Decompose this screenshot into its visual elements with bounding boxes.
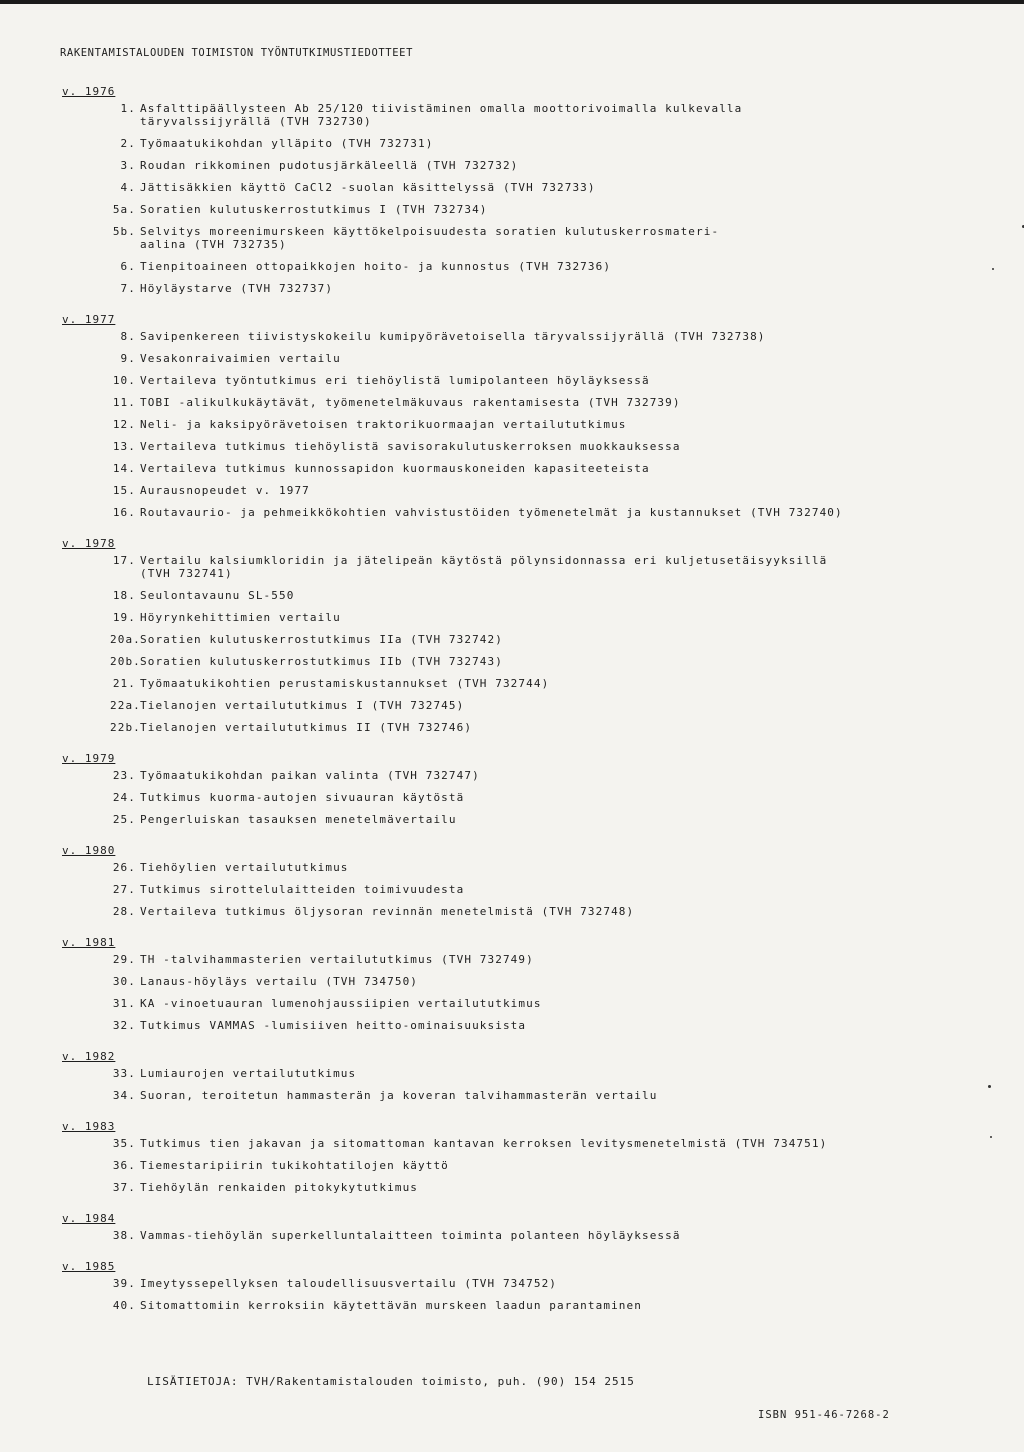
list-item (62, 159, 992, 172)
page-header: RAKENTAMISTALOUDEN TOIMISTON TYÖNTUTKIMUSTIEDOTTEET (60, 47, 413, 59)
item-title: Sitomattomiin kerroksiin käytettävän murskeen laadun parantaminen (140, 1299, 642, 1312)
item-number: 4. (120, 181, 136, 194)
item-number: 15. (112, 484, 136, 497)
year-heading: v. 1984 (62, 1212, 116, 1225)
year-heading: v. 1978 (62, 537, 116, 550)
list-item (62, 102, 992, 128)
list-item (62, 260, 992, 273)
item-number: 20a. (110, 633, 141, 646)
list-item (62, 1299, 992, 1312)
year-group (62, 1255, 992, 1312)
item-title: Tutkimus sirottelulaitteiden toimivuudesta (140, 883, 465, 896)
item-title: Pengerluiskan tasauksen menetelmävertailu (140, 813, 457, 826)
item-number: 5b. (112, 225, 136, 238)
list-item (62, 975, 992, 988)
list-item (62, 655, 992, 668)
item-title: Työmaatukikohdan ylläpito (TVH 732731) (140, 137, 434, 150)
item-number: 12. (112, 418, 136, 431)
item-title: Vesakonraivaimien vertailu (140, 352, 341, 365)
item-title: Tutkimus VAMMAS -lumisiiven heitto-ominaisuuksista (140, 1019, 527, 1032)
list-item (62, 1159, 992, 1172)
year-group (62, 1045, 992, 1102)
item-number: 33. (112, 1067, 136, 1080)
item-number: 40. (112, 1299, 136, 1312)
item-number: 22a. (110, 699, 141, 712)
item-title: Tiemestaripiirin tukikohtatilojen käyttö (140, 1159, 449, 1172)
item-title: Tielanojen vertailututkimus II (TVH 732746) (140, 721, 473, 734)
item-number: 34. (112, 1089, 136, 1102)
item-number: 1. (120, 102, 136, 115)
isbn-number: ISBN 951-46-7268-2 (758, 1409, 890, 1421)
item-number: 36. (112, 1159, 136, 1172)
item-number: 8. (120, 330, 136, 343)
item-title: Lanaus-höyläys vertailu (TVH 734750) (140, 975, 419, 988)
list-item (62, 791, 992, 804)
item-title: Aurausnopeudet v. 1977 (140, 484, 310, 497)
item-title: Routavaurio- ja pehmeikkökohtien vahvistustöiden työmenetelmät ja kustannukset (TVH 732740) (140, 506, 843, 519)
item-title: Tielanojen vertailututkimus I (TVH 732745) (140, 699, 465, 712)
item-title: Vertaileva työntutkimus eri tiehöylistä lumipolanteen höyläyksessä (140, 374, 650, 387)
item-number: 14. (112, 462, 136, 475)
list-item (62, 225, 992, 251)
item-number: 19. (112, 611, 136, 624)
list-item (62, 181, 992, 194)
item-number: 17. (112, 554, 136, 567)
year-group (62, 1115, 992, 1194)
list-item (62, 1181, 992, 1194)
item-number: 21. (112, 677, 136, 690)
year-heading: v. 1982 (62, 1050, 116, 1063)
item-title: Tutkimus kuorma-autojen sivuauran käytöstä (140, 791, 465, 804)
list-item (62, 813, 992, 826)
list-item (62, 418, 992, 431)
item-number: 28. (112, 905, 136, 918)
scan-speck (992, 268, 994, 270)
list-item (62, 484, 992, 497)
list-item (62, 330, 992, 343)
list-item (62, 997, 992, 1010)
item-title: Vertaileva tutkimus öljysoran revinnän menetelmistä (TVH 732748) (140, 905, 635, 918)
list-item (62, 861, 992, 874)
item-number: 18. (112, 589, 136, 602)
item-title: Seulontavaunu SL-550 (140, 589, 295, 602)
item-number: 25. (112, 813, 136, 826)
year-group (62, 80, 992, 295)
year-heading: v. 1977 (62, 313, 116, 326)
year-heading: v. 1985 (62, 1260, 116, 1273)
item-number: 23. (112, 769, 136, 782)
list-item (62, 1067, 992, 1080)
list-item (62, 1019, 992, 1032)
year-heading: v. 1981 (62, 936, 116, 949)
item-title: Työmaatukikohtien perustamiskustannukset (TVH 732744) (140, 677, 550, 690)
item-number: 38. (112, 1229, 136, 1242)
scan-speck (988, 1085, 991, 1088)
year-heading: v. 1979 (62, 752, 116, 765)
item-number: 29. (112, 953, 136, 966)
list-item (62, 1089, 992, 1102)
item-title: Vertailu kalsiumkloridin ja jätelipeän käytöstä pölynsidonnassa eri kuljetusetäisyyksillä (TVH 732741) (140, 554, 828, 580)
item-title: Vertaileva tutkimus tiehöylistä savisorakulutuskerroksen muokkauksessa (140, 440, 681, 453)
item-title: Tiehöylän renkaiden pitokykytutkimus (140, 1181, 419, 1194)
item-title: Soratien kulutuskerrostutkimus IIa (TVH 732742) (140, 633, 503, 646)
scan-speck (990, 1136, 992, 1138)
item-title: Soratien kulutuskerrostutkimus IIb (TVH 732743) (140, 655, 503, 668)
item-title: Vertaileva tutkimus kunnossapidon kuormauskoneiden kapasiteeteista (140, 462, 650, 475)
item-title: KA -vinoetuauran lumenohjaussiipien vertailututkimus (140, 997, 542, 1010)
list-item (62, 611, 992, 624)
list-item (62, 633, 992, 646)
item-number: 5a. (112, 203, 136, 216)
list-item (62, 905, 992, 918)
list-item (62, 282, 992, 295)
year-group (62, 839, 992, 918)
item-number: 27. (112, 883, 136, 896)
list-item (62, 769, 992, 782)
list-item (62, 506, 992, 519)
item-title: Tiehöylien vertailututkimus (140, 861, 349, 874)
item-number: 37. (112, 1181, 136, 1194)
list-item (62, 462, 992, 475)
list-item (62, 137, 992, 150)
list-item (62, 677, 992, 690)
item-title: Höyrynkehittimien vertailu (140, 611, 341, 624)
item-title: TOBI -alikulkukäytävät, työmenetelmäkuvaus rakentamisesta (TVH 732739) (140, 396, 681, 409)
item-number: 2. (120, 137, 136, 150)
item-number: 11. (112, 396, 136, 409)
list-item (62, 396, 992, 409)
item-number: 22b. (110, 721, 141, 734)
list-item (62, 1229, 992, 1242)
item-title: Vammas-tiehöylän superkelluntalaitteen toiminta polanteen höyläyksessä (140, 1229, 681, 1242)
year-group (62, 308, 992, 519)
item-number: 7. (120, 282, 136, 295)
item-number: 16. (112, 506, 136, 519)
item-number: 3. (120, 159, 136, 172)
list-item (62, 1277, 992, 1290)
item-number: 20b. (110, 655, 141, 668)
item-title: Asfalttipäällysteen Ab 25/120 tiivistäminen omalla moottorivoimalla kulkevalla täryvalssijyrällä (TVH 732730) (140, 102, 743, 128)
item-title: Höyläystarve (TVH 732737) (140, 282, 334, 295)
list-item (62, 1137, 992, 1150)
list-item (62, 203, 992, 216)
year-heading: v. 1980 (62, 844, 116, 857)
item-number: 35. (112, 1137, 136, 1150)
item-number: 30. (112, 975, 136, 988)
item-title: Lumiaurojen vertailututkimus (140, 1067, 357, 1080)
item-title: Neli- ja kaksipyörävetoisen traktorikuormaajan vertailututkimus (140, 418, 627, 431)
list-item (62, 953, 992, 966)
item-number: 39. (112, 1277, 136, 1290)
list-item (62, 589, 992, 602)
year-heading: v. 1983 (62, 1120, 116, 1133)
item-title: Savipenkereen tiivistyskokeilu kumipyörävetoisella täryvalssijyrällä (TVH 732738) (140, 330, 766, 343)
list-item (62, 554, 992, 580)
year-group (62, 532, 992, 734)
item-number: 32. (112, 1019, 136, 1032)
list-item (62, 883, 992, 896)
item-title: TH -talvihammasterien vertailututkimus (TVH 732749) (140, 953, 534, 966)
year-group (62, 747, 992, 826)
item-title: Työmaatukikohdan paikan valinta (TVH 732747) (140, 769, 480, 782)
top-edge (0, 0, 1024, 4)
item-number: 24. (112, 791, 136, 804)
item-number: 31. (112, 997, 136, 1010)
item-title: Tienpitoaineen ottopaikkojen hoito- ja kunnostus (TVH 732736) (140, 260, 612, 273)
item-title: Roudan rikkominen pudotusjärkäleellä (TVH 732732) (140, 159, 519, 172)
list-item (62, 699, 992, 712)
publication-list (62, 80, 992, 1325)
item-number: 10. (112, 374, 136, 387)
item-title: Selvitys moreenimurskeen käyttökelpoisuudesta soratien kulutuskerrosmateri- aalina (TVH 732735) (140, 225, 720, 251)
item-title: Imeytyssepellyksen taloudellisuusvertailu (TVH 734752) (140, 1277, 558, 1290)
list-item (62, 440, 992, 453)
list-item (62, 374, 992, 387)
year-heading: v. 1976 (62, 85, 116, 98)
item-title: Tutkimus tien jakavan ja sitomattoman kantavan kerroksen levitysmenetelmistä (TVH 734751) (140, 1137, 828, 1150)
contact-info: LISÄTIETOJA: TVH/Rakentamistalouden toimisto, puh. (90) 154 2515 (147, 1375, 635, 1388)
item-title: Suoran, teroitetun hammasterän ja koveran talvihammasterän vertailu (140, 1089, 658, 1102)
item-number: 13. (112, 440, 136, 453)
year-group (62, 1207, 992, 1242)
list-item (62, 352, 992, 365)
item-title: Jättisäkkien käyttö CaCl2 -suolan käsittelyssä (TVH 732733) (140, 181, 596, 194)
item-number: 26. (112, 861, 136, 874)
item-number: 9. (120, 352, 136, 365)
item-title: Soratien kulutuskerrostutkimus I (TVH 732734) (140, 203, 488, 216)
item-number: 6. (120, 260, 136, 273)
year-group (62, 931, 992, 1032)
list-item (62, 721, 992, 734)
